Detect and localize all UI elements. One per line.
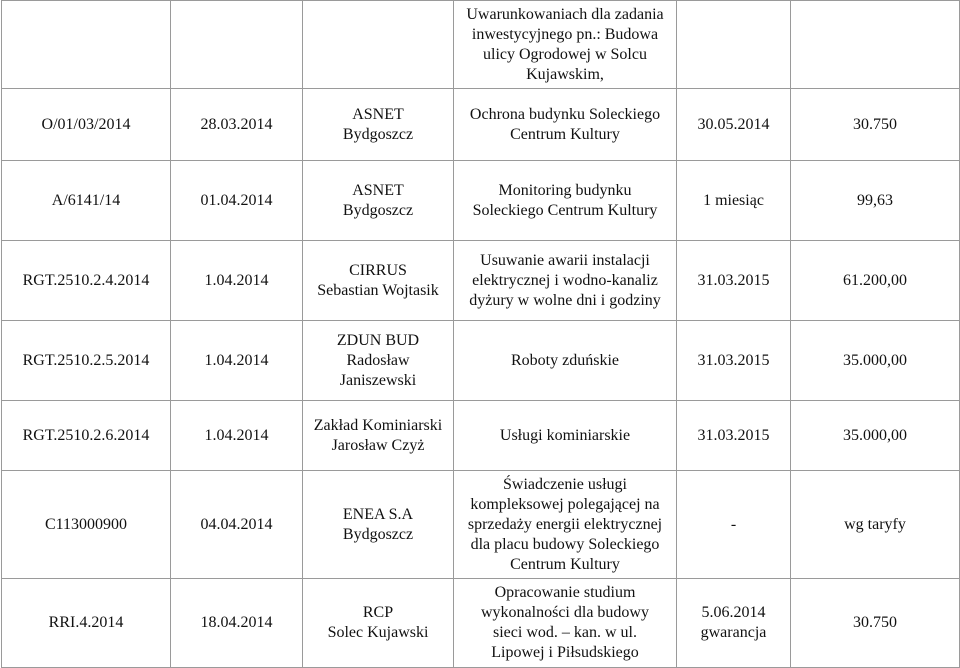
contractor-cell	[303, 89, 454, 161]
table-row	[2, 471, 960, 579]
subject-cell	[454, 471, 677, 579]
contractor-cell-line: ASNET	[352, 105, 404, 123]
value-cell: wg taryfy	[791, 471, 960, 579]
contract-number-cell: RRI.4.2014	[2, 579, 171, 668]
contractor-cell-line: ASNET	[352, 181, 404, 199]
contractor-cell	[303, 241, 454, 321]
contract-number-cell: O/01/03/2014	[2, 89, 171, 161]
contract-number-cell: C113000900	[2, 471, 171, 579]
term-cell	[677, 1, 791, 89]
contractor-cell-line: CIRRUS	[349, 261, 407, 279]
contractor-cell	[303, 321, 454, 401]
contract-date-cell	[171, 1, 303, 89]
term-cell	[677, 471, 791, 579]
contract-number-cell	[2, 1, 171, 89]
subject-cell-line: sprzedaży energii elektrycznej	[467, 515, 663, 533]
contractor-cell-line: Janiszewski	[339, 371, 417, 389]
subject-cell-line: Świadczenie usługi	[503, 475, 627, 493]
term-cell-line: 30.05.2014	[697, 115, 770, 133]
contractor-cell-line: Radosław	[346, 351, 410, 369]
term-cell-line: 31.03.2015	[697, 426, 770, 444]
table-row	[2, 1, 960, 89]
contractor-cell-line: Bydgoszcz	[342, 125, 414, 143]
table-row	[2, 89, 960, 161]
value-cell	[791, 1, 960, 89]
contractor-cell	[303, 1, 454, 89]
contractor-cell-line: ZDUN BUD	[336, 331, 420, 349]
subject-cell-line: Roboty zduńskie	[511, 351, 619, 369]
term-cell	[677, 579, 791, 668]
value-cell: 30.750	[791, 579, 960, 668]
value-cell: 61.200,00	[791, 241, 960, 321]
subject-cell-line: kompleksowej polegającej na	[470, 495, 660, 513]
contractor-cell-line: Bydgoszcz	[342, 201, 414, 219]
subject-cell-line: dyżury w wolne dni i godziny	[469, 291, 661, 309]
value-cell: 99,63	[791, 161, 960, 241]
term-cell	[677, 321, 791, 401]
contract-date-cell: 1.04.2014	[171, 401, 303, 471]
contractor-cell	[303, 579, 454, 668]
table-row	[2, 401, 960, 471]
term-cell	[677, 161, 791, 241]
subject-cell-line: Usługi kominiarskie	[499, 426, 631, 444]
subject-cell-line: Soleckiego Centrum Kultury	[472, 201, 658, 219]
contractor-cell	[303, 401, 454, 471]
contractor-cell-line: ENEA S.A	[342, 505, 414, 523]
subject-cell	[454, 241, 677, 321]
subject-cell-line: Uwarunkowaniach dla zadania	[466, 5, 664, 23]
term-cell	[677, 241, 791, 321]
contract-number-cell: RGT.2510.2.4.2014	[2, 241, 171, 321]
subject-cell-line: ulicy Ogrodowej w Solcu	[483, 45, 647, 63]
contractor-cell-line: Bydgoszcz	[342, 525, 414, 543]
subject-cell	[454, 321, 677, 401]
contract-number-cell: RGT.2510.2.6.2014	[2, 401, 171, 471]
term-cell-line: 5.06.2014	[701, 604, 766, 621]
value-cell: 30.750	[791, 89, 960, 161]
contract-number-cell: RGT.2510.2.5.2014	[2, 321, 171, 401]
contractor-cell	[303, 471, 454, 579]
contract-date-cell: 28.03.2014	[171, 89, 303, 161]
term-cell-line: gwarancja	[700, 624, 767, 641]
subject-cell-line: Centrum Kultury	[510, 555, 620, 573]
table-row	[2, 579, 960, 668]
subject-cell	[454, 401, 677, 471]
subject-cell-line: Centrum Kultury	[510, 125, 620, 143]
subject-cell-line: inwestycyjnego pn.: Budowa	[471, 25, 659, 43]
subject-cell-line: Ochrona budynku Soleckiego	[469, 105, 661, 123]
contract-date-cell: 04.04.2014	[171, 471, 303, 579]
term-cell-line: -	[730, 515, 737, 533]
contract-date-cell: 1.04.2014	[171, 321, 303, 401]
term-cell-line: 31.03.2015	[697, 271, 770, 289]
contractor-cell-line: Zakład Kominiarski	[313, 416, 443, 434]
subject-cell	[454, 161, 677, 241]
subject-cell-line: Opracowanie studium	[494, 584, 636, 601]
value-cell: 35.000,00	[791, 401, 960, 471]
subject-cell-line: elektrycznej i wodno-kanaliz	[472, 271, 658, 289]
term-cell-line: 31.03.2015	[697, 351, 770, 369]
contract-date-cell: 1.04.2014	[171, 241, 303, 321]
term-cell	[677, 89, 791, 161]
contractor-cell-line: RCP	[362, 604, 394, 621]
contract-date-cell: 01.04.2014	[171, 161, 303, 241]
term-cell-line: 1 miesiąc	[703, 191, 764, 209]
subject-cell	[454, 1, 677, 89]
contractor-cell	[303, 161, 454, 241]
term-cell	[677, 401, 791, 471]
subject-cell-line: Usuwanie awarii instalacji	[480, 251, 650, 269]
subject-cell-line: wykonalności dla budowy	[481, 604, 649, 621]
subject-cell	[454, 579, 677, 668]
subject-cell-line: Lipowej i Piłsudskiego	[491, 644, 639, 661]
contract-number-cell: A/6141/14	[2, 161, 171, 241]
subject-cell	[454, 89, 677, 161]
table-row	[2, 321, 960, 401]
contract-date-cell: 18.04.2014	[171, 579, 303, 668]
contracts-table	[1, 0, 960, 668]
table-row	[2, 241, 960, 321]
value-cell: 35.000,00	[791, 321, 960, 401]
subject-cell-line: Kujawskim,	[526, 65, 604, 83]
contractor-cell-line: Sebastian Wojtasik	[317, 281, 439, 299]
contractor-cell-line: Solec Kujawski	[327, 624, 429, 641]
subject-cell-line: Monitoring budynku	[498, 181, 632, 199]
subject-cell-line: sieci wod. – kan. w ul.	[493, 624, 637, 641]
contractor-cell-line: Jarosław Czyż	[331, 436, 425, 454]
subject-cell-line: dla placu budowy Soleckiego	[470, 535, 660, 553]
table-row	[2, 161, 960, 241]
